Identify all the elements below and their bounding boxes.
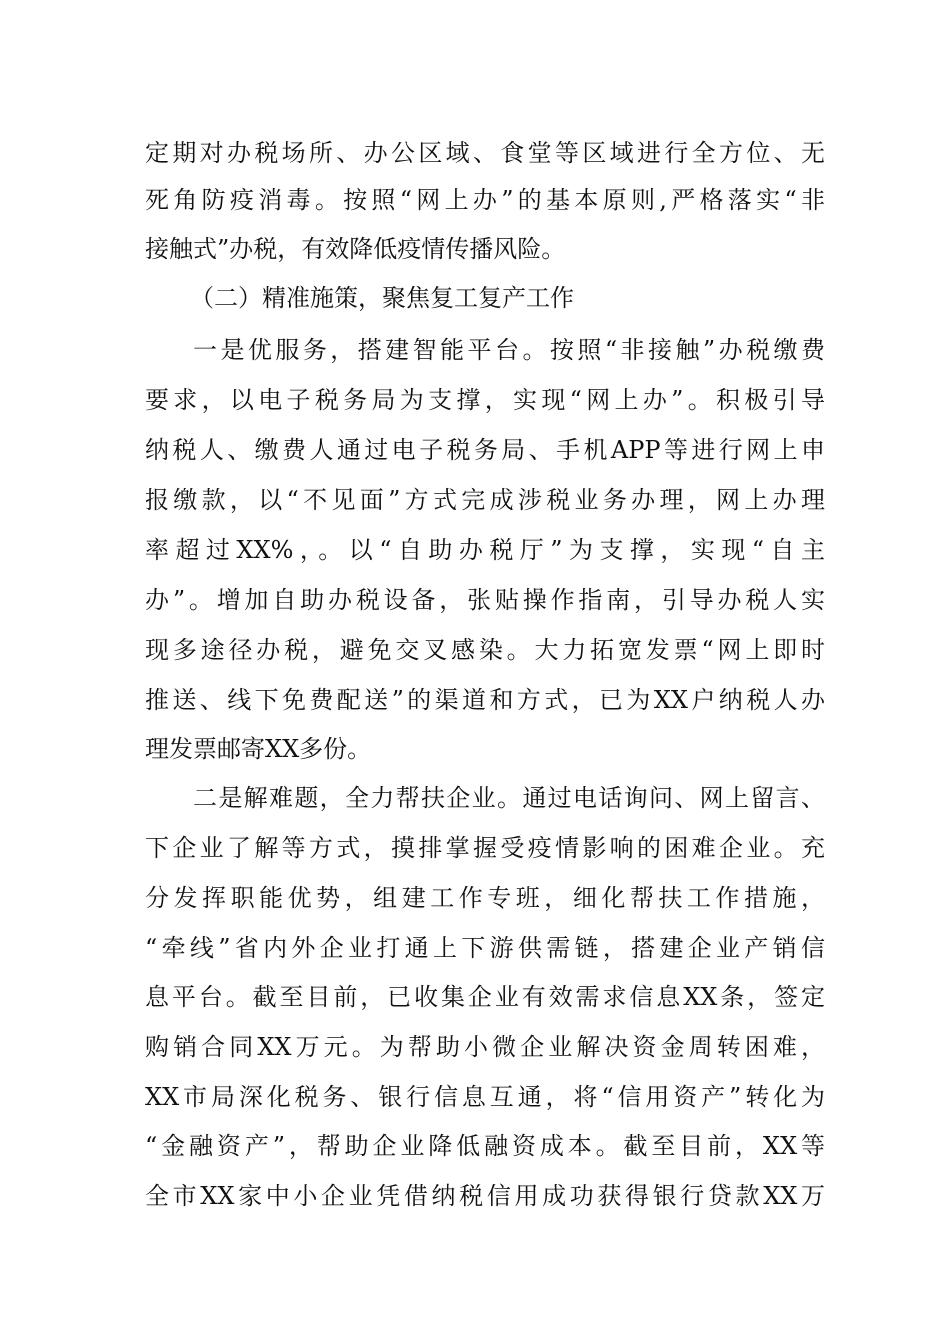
paragraph-line: 定期对办税场所、办公区域、食堂等区域进行全方位、无 [145,139,825,167]
section-heading: （二）精准施策，聚焦复工复产工作 [190,284,574,312]
paragraph-line: XX市局深化税务、银行信息互通，将“信用资产”转化为 [145,1083,825,1111]
paragraph-line: 接触式”办税，有效降低疫情传播风险。 [145,235,566,263]
paragraph-line: 一是优服务，搭建智能平台。按照“非接触”办税缴费 [193,336,825,364]
paragraph-line: 率超过XX%，。以“自助办税厅”为支撑，实现“自主 [145,536,825,564]
paragraph-line: 全市XX家中小企业凭借纳税信用成功获得银行贷款XX万 [145,1182,825,1210]
paragraph-line: 下企业了解等方式，摸排掌握受疫情影响的困难企业。充 [145,834,825,862]
paragraph-line: 推送、线下免费配送”的渠道和方式，已为XX户纳税人办 [145,686,825,714]
paragraph-line: 死角防疫消毒。按照“网上办”的基本原则,严格落实“非 [145,186,825,214]
paragraph-line: 购销合同XX万元。为帮助小微企业解决资金周转困难， [145,1033,825,1061]
paragraph-line: “牵线”省内外企业打通上下游供需链，搭建企业产销信 [145,934,825,962]
paragraph-line: 息平台。截至目前，已收集企业有效需求信息XX条，签定 [145,983,825,1011]
paragraph-line: 二是解难题，全力帮扶企业。通过电话询问、网上留言、 [193,784,825,812]
paragraph-line: 要求，以电子税务局为支撑，实现“网上办”。积极引导 [145,386,825,414]
paragraph-line: “金融资产”，帮助企业降低融资成本。截至目前，XX等 [145,1132,825,1160]
paragraph-line: 纳税人、缴费人通过电子税务局、手机APP等进行网上申 [145,436,825,464]
paragraph-line: 报缴款，以“不见面”方式完成涉税业务办理，网上办理 [145,486,825,514]
paragraph-line: 办”。增加自助办税设备，张贴操作指南，引导办税人实 [145,586,825,614]
paragraph-line: 理发票邮寄XX多份。 [145,735,372,763]
paragraph-line: 分发挥职能优势，组建工作专班，细化帮扶工作措施， [145,884,825,912]
paragraph-line: 现多途径办税，避免交叉感染。大力拓宽发票“网上即时 [145,636,825,664]
